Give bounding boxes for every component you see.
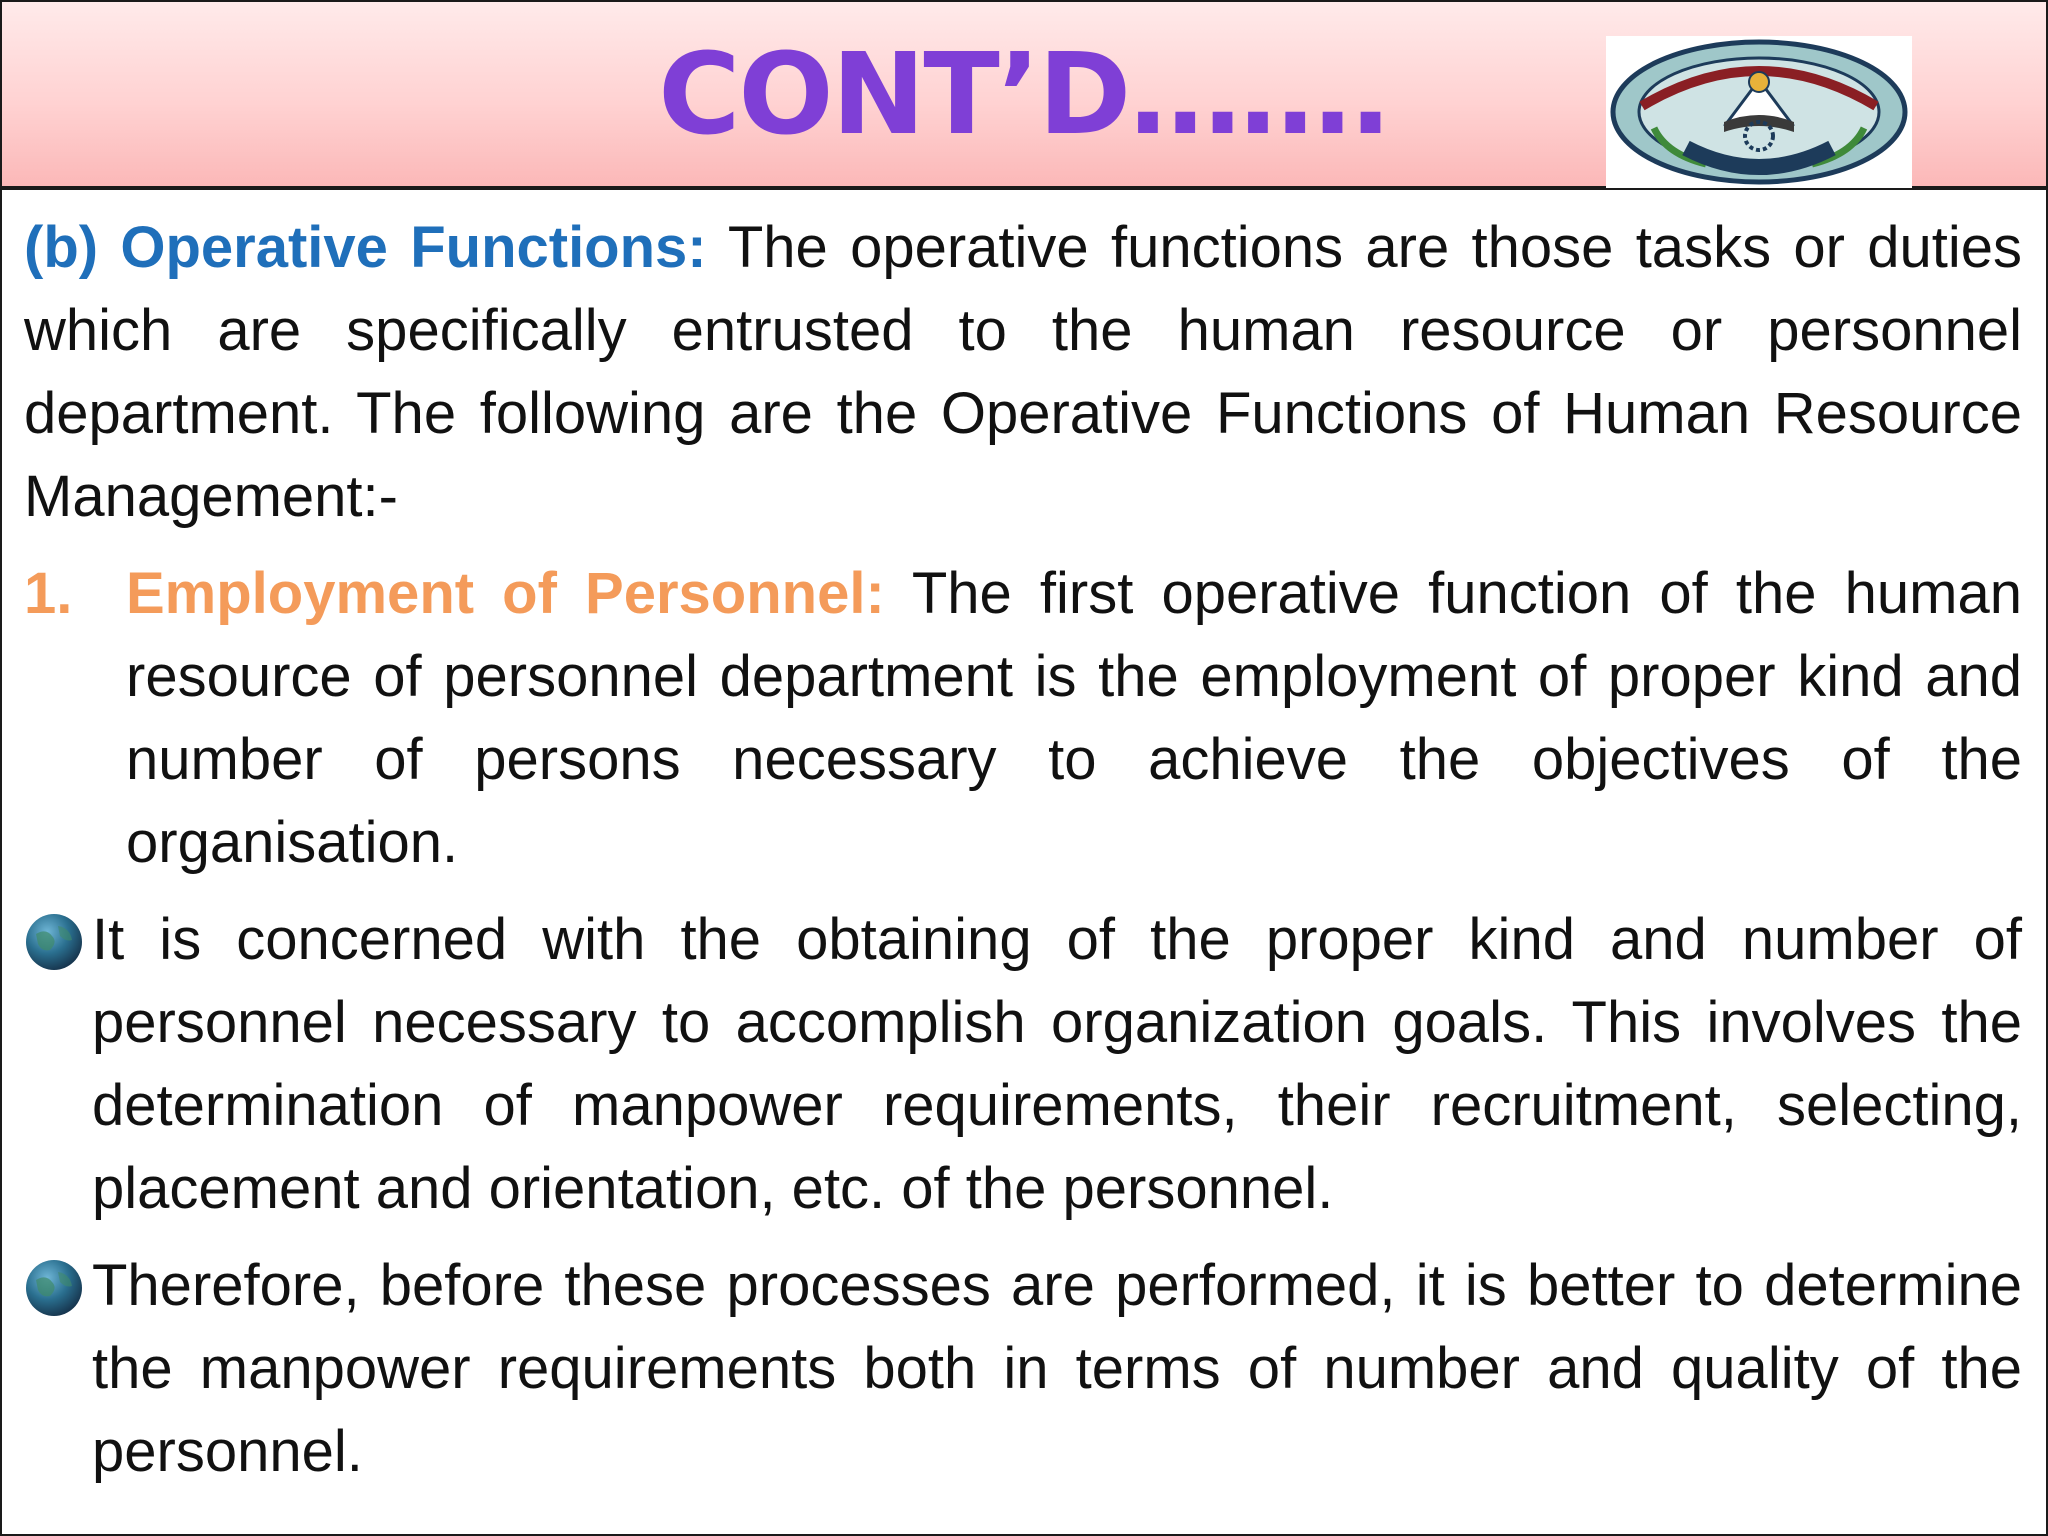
bullet-item bbox=[24, 898, 2022, 1230]
university-logo-seal bbox=[1606, 36, 1912, 188]
slide-title: CONT’D……. bbox=[658, 30, 1390, 160]
university-logo bbox=[1606, 36, 1912, 188]
employment-of-personnel-text: The first operative function of the human resource of personnel department is the employment of proper kind and number of persons necessary to achieve the objectives of the organisation. bbox=[126, 561, 2022, 875]
globe-bullet-icon bbox=[24, 912, 84, 972]
slide-body bbox=[24, 206, 2022, 1507]
operative-functions-paragraph bbox=[24, 206, 2022, 538]
bullet-text: Therefore, before these processes are performed, it is better to determine the manpower requirements both in terms of number and quality of the personnel. bbox=[92, 1253, 2022, 1484]
bullet-item bbox=[24, 1244, 2022, 1493]
operative-functions-text: The operative functions are those tasks or duties which are specifically entrusted to the human resource or personnel department. The following are the Operative Functions of Human Resource Management:- bbox=[24, 215, 2022, 529]
numbered-item-1 bbox=[24, 552, 2022, 884]
operative-functions-label: (b) Operative Functions: bbox=[24, 215, 707, 280]
bullet-text: It is concerned with the obtaining of the proper kind and number of personnel necessary to accomplish organization goals. This involves the determination of manpower requirements, their recruitment, selecting, placement and orientation, etc. of the personnel. bbox=[92, 907, 2022, 1221]
item-number: 1. bbox=[24, 561, 73, 626]
slide-header bbox=[2, 2, 2046, 190]
globe-bullet-icon bbox=[24, 1258, 84, 1318]
employment-of-personnel-label: Employment of Personnel: bbox=[126, 561, 885, 626]
